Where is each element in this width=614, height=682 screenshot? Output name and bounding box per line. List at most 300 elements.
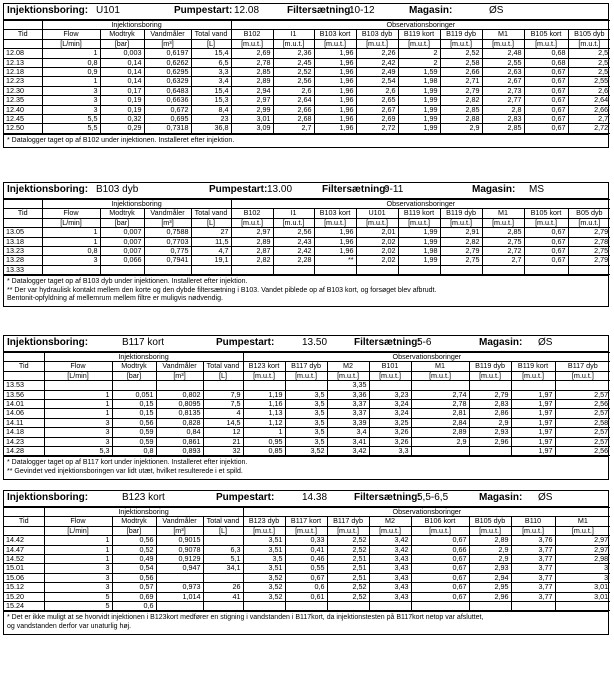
table-cell: 2,02 [356,256,398,265]
table-cell: 2,78 [231,58,273,67]
table-row [4,77,610,86]
obs-well-header: B106 kort [411,517,469,526]
obs-well-header: B117 kort [285,517,327,526]
table-cell: 12.30 [4,86,42,95]
table-cell: 2,52 [327,545,369,554]
table-cell: 3,41 [327,437,369,446]
obs-well-header: B105 kort [524,30,568,39]
obs-well-header: M1 [411,362,469,371]
flow-unit: [L/min] [44,526,112,535]
injektionsboring-label: Injektionsboring: [7,337,89,348]
table-cell: 1,97 [511,447,555,456]
table-cell: 2,7 [482,256,524,265]
table-cell: 2,82 [440,96,482,105]
table-cell: 0,6 [112,602,156,611]
table-cell: 3,52 [243,592,285,601]
table-cell: 1,97 [511,437,555,446]
table-row [4,418,610,427]
table-cell: 0,67 [524,86,568,95]
table-cell [398,265,440,274]
table-cell: 2,02 [356,247,398,256]
table-cell: 1 [44,555,112,564]
table-cell: 3,5 [243,555,285,564]
measurement-table [4,507,610,611]
table-cell [44,381,112,390]
table-cell: 2,9 [469,545,511,554]
table-cell: 0,67 [524,96,568,105]
table-cell: 2,9 [469,418,511,427]
obs-unit: [m.u.t.] [524,218,568,227]
table-cell: 0,67 [524,124,568,133]
table-cell: 2,01 [356,228,398,237]
flow-header: Flow [42,209,100,218]
table-cell: 14.52 [4,555,44,564]
table-row [4,381,610,390]
table-cell: 3,23 [369,390,411,399]
table-cell: 0,67 [524,105,568,114]
obs-well-header: B105 kort [524,209,568,218]
table-cell: 5 [44,602,112,611]
table-cell [191,265,231,274]
obs-well-header: B117 dyb [327,517,369,526]
table-cell: 0,8135 [156,409,203,418]
table-cell: 2,74 [411,390,469,399]
table-cell [203,381,243,390]
table-cell: 2,64 [273,96,314,105]
flow-unit: [L/min] [42,218,100,227]
injection-group-header: Injektionsboring [44,353,243,362]
injektionsboring-label: Injektionsboring: [7,184,89,195]
table-cell: 13.05 [4,228,42,237]
total-unit: [L] [203,371,243,380]
table-cell: 12.13 [4,58,42,67]
table-cell [369,602,411,611]
table-cell: 0,69 [112,592,156,601]
obs-unit: [m.u.t.] [369,371,411,380]
table-cell: 2,52 [327,592,369,601]
obs-unit: [m.u.t.] [285,371,327,380]
table-cell: 15.12 [4,583,44,592]
table-cell: 1,99 [398,256,440,265]
table-cell: 2,93 [469,428,511,437]
table-cell: 0,6197 [144,49,191,58]
observation-group-header: Observationsboringer [231,200,610,209]
obs-unit: [m.u.t.] [469,526,511,535]
table-cell: 1 [42,228,100,237]
table-cell: 13.18 [4,237,42,246]
table-cell: 0,67 [524,115,568,124]
table-cell: 1,97 [511,409,555,418]
table-cell: 2,5 [568,58,610,67]
table-cell: 2,57 [555,428,610,437]
table-cell [314,265,356,274]
obs-well-header: B102 [231,30,273,39]
obs-well-header: M1 [482,30,524,39]
table-row [4,536,610,545]
table-cell: 1,96 [314,68,356,77]
table-cell: 3,26 [369,428,411,437]
table-cell: 12.23 [4,77,42,86]
flow-unit: [L/min] [44,371,112,380]
obs-unit: [m.u.t.] [511,371,555,380]
magasin-value: ØS [538,492,553,503]
table-cell: 0,29 [100,124,144,133]
table-cell: 0,49 [112,555,156,564]
table-cell: 0,007 [100,247,144,256]
table-cell: 0,67 [524,247,568,256]
modtryk-unit: [bar] [100,218,144,227]
table-cell: 2,72 [568,124,610,133]
table-cell: 2,54 [356,77,398,86]
table-cell: 5,5 [42,115,100,124]
table-cell: 3,43 [369,555,411,564]
table-cell: 0,6262 [144,58,191,67]
table-cell: 3 [44,418,112,427]
modtryk-header: Modtryk [112,517,156,526]
table-cell: 1,96 [314,228,356,237]
table-cell: 0,67 [411,555,469,564]
table-cell: 2,6 [273,86,314,95]
table-cell: 0,59 [112,437,156,446]
table-cell: 0,6483 [144,86,191,95]
table-cell: 15,3 [191,96,231,105]
obs-unit: [m.u.t.] [440,218,482,227]
vandmaaler-header: Vandmåler [144,30,191,39]
table-cell: 3 [555,564,610,573]
table-cell: 1,99 [398,115,440,124]
table-cell: 2,45 [273,58,314,67]
obs-well-header: M2 [369,517,411,526]
table-cell: 2,83 [482,115,524,124]
table-cell: 1,59 [398,68,440,77]
table-cell: 1,19 [243,390,285,399]
table-row [4,555,610,564]
table-cell: 0,46 [285,555,327,564]
table-cell: 0,67 [524,237,568,246]
table-cell: 2,79 [568,228,610,237]
measurement-table [4,352,610,456]
injection-group-header: Injektionsboring [42,200,231,209]
table-cell: 13.33 [4,265,42,274]
table-cell: 0,41 [285,545,327,554]
table-cell: 0,861 [156,437,203,446]
table-cell: 3,5 [285,428,327,437]
observation-group-header: Observationsboringer [231,21,610,30]
table-cell: 14,5 [203,418,243,427]
table-cell [144,265,191,274]
obs-well-header: B102 [231,209,273,218]
injection-section-b117-kort [3,335,609,480]
section-header [4,491,608,507]
footnote: * Datalogger taget op af B117 kort under injektionen. Installeret efter injektion. [7,459,248,467]
table-cell: 11,5 [191,237,231,246]
filtersaetning-label: Filtersætning: [354,337,421,348]
table-cell: 0,6 [285,583,327,592]
table-cell: 3,77 [511,592,555,601]
table-cell: 0,8095 [156,400,203,409]
table-cell: 0,67 [411,592,469,601]
table-cell: 2,49 [356,68,398,77]
empty-header [4,508,44,517]
table-cell: 0,893 [156,447,203,456]
table-cell: 2,99 [231,105,273,114]
table-cell: 2,96 [469,437,511,446]
table-cell [243,602,285,611]
table-cell [440,265,482,274]
table-cell: 2,57 [555,409,610,418]
obs-unit: [m.u.t.] [356,39,398,48]
table-cell: 2,72 [482,247,524,256]
table-cell: 2,83 [469,400,511,409]
table-cell: 1,96 [314,115,356,124]
table-cell: 2,89 [231,77,273,86]
tid-unit [4,218,42,227]
table-cell: 21 [203,437,243,446]
table-cell: 1 [44,409,112,418]
table-cell: 2,52 [440,49,482,58]
table-cell [156,573,203,582]
table-cell [511,381,555,390]
table-cell: 3 [44,428,112,437]
table-cell: 0,33 [285,536,327,545]
empty-header [4,200,42,209]
table-cell: 2,97 [231,228,273,237]
table-cell: 2,89 [231,237,273,246]
table-cell: 2,56 [555,447,610,456]
table-cell: 2,28 [273,256,314,265]
table-cell [273,265,314,274]
table-row [4,86,610,95]
table-cell: 3,39 [327,418,369,427]
modtryk-header: Modtryk [112,362,156,371]
pumpestart-value: 13.00 [267,184,293,195]
table-cell [469,381,511,390]
table-cell: 26 [203,583,243,592]
table-cell: 5,5 [42,124,100,133]
table-cell: 0,67 [524,77,568,86]
footnotes [4,456,608,478]
table-cell: 15.20 [4,592,44,601]
magasin-label: Magasin: [409,5,453,16]
flow-header: Flow [44,362,112,371]
table-cell: 3,24 [369,409,411,418]
table-cell: 15,4 [191,49,231,58]
table-row [4,237,610,246]
table-cell: 1,96 [314,96,356,105]
table-cell: 3,5 [285,418,327,427]
table-cell: 2,57 [555,437,610,446]
vandmaaler-header: Vandmåler [156,517,203,526]
table-cell: 3 [42,256,100,265]
table-cell: 1,99 [398,228,440,237]
table-cell: 1,99 [398,96,440,105]
table-cell [411,381,469,390]
table-cell: 1,96 [314,247,356,256]
table-cell: 1,96 [314,49,356,58]
obs-well-header: B123 dyb [243,517,285,526]
footnote: ** Der var hydraulisk kontakt mellem den korte og den dybde filtersætning i B103. Vandet piblede op af B103 kort, og forsøget blev afbrudt. [7,286,437,294]
table-row [4,228,610,237]
obs-well-header: B117 dyb [555,362,610,371]
table-cell: 0,775 [144,247,191,256]
vandmaaler-unit: [m³] [144,218,191,227]
total-unit: [L] [191,218,231,227]
table-cell: 2,52 [273,68,314,77]
injektionsboring-value: B123 kort [122,492,165,503]
table-cell: 6,3 [203,545,243,554]
table-cell: 1 [243,428,285,437]
table-cell: 0,32 [100,115,144,124]
table-cell: 1,97 [511,390,555,399]
observation-group-header: Observationsboringer [243,508,610,517]
table-cell: 0,61 [285,592,327,601]
table-cell: 1 [42,237,100,246]
pumpestart-value: 14.38 [302,492,328,503]
injektionsboring-value: B103 dyb [96,184,139,195]
table-cell: 2,75 [482,237,524,246]
table-cell [42,265,100,274]
table-cell: 0,67 [411,536,469,545]
vandmaaler-unit: [m³] [144,39,191,48]
table-cell: 2,9 [411,437,469,446]
tid-unit [4,526,44,535]
obs-well-header: B105 dyb [568,30,610,39]
tid-unit [4,371,44,380]
table-cell: 2,51 [327,573,369,582]
table-cell: 0,56 [112,418,156,427]
table-cell: 3,01 [555,592,610,601]
table-cell: 3,36 [327,390,369,399]
table-row [4,124,610,133]
table-cell: 0,67 [524,228,568,237]
obs-well-header: B105 dyb [469,517,511,526]
measurement-table [4,199,610,275]
tid-unit [4,39,42,48]
table-row [4,49,610,58]
table-cell: 0,051 [112,390,156,399]
empty-header [4,353,44,362]
footnotes [4,275,608,306]
injection-section-b103-dyb [3,182,609,307]
table-cell: 0,67 [411,583,469,592]
table-cell: 3,52 [285,447,327,456]
filtersaetning-value: 9-11 [384,184,404,195]
table-cell: 0,59 [112,428,156,437]
table-cell: 2,95 [469,583,511,592]
table-cell: 1 [42,77,100,86]
pumpestart-label: Pumpestart: [209,184,268,195]
table-cell: 2 [398,49,440,58]
table-cell: 2,81 [411,409,469,418]
table-cell: 1,16 [243,400,285,409]
table-cell [112,381,156,390]
magasin-label: Magasin: [479,337,523,348]
table-cell: 2,79 [440,86,482,95]
table-cell: 2,8 [482,105,524,114]
filtersaetning-value: 10-12 [349,5,375,16]
table-cell: 0,54 [112,564,156,573]
table-cell: 6,5 [191,58,231,67]
footnotes [4,134,608,148]
table-cell: 2,9 [469,555,511,564]
table-cell [356,265,398,274]
magasin-label: Magasin: [472,184,516,195]
table-row [4,437,610,446]
table-row [4,583,610,592]
table-cell: 2,58 [440,58,482,67]
obs-well-header: B103 kort [314,30,356,39]
table-row [4,447,610,456]
table-cell: 2,84 [411,418,469,427]
table-cell: 0,9015 [156,536,203,545]
table-row [4,564,610,573]
obs-unit: [m.u.t.] [398,218,440,227]
vandmaaler-header: Vandmåler [156,362,203,371]
table-cell [203,573,243,582]
table-cell: 0,56 [112,536,156,545]
table-cell: 3,52 [243,583,285,592]
table-cell: 3,5 [285,390,327,399]
table-row [4,592,610,601]
table-cell: 2,52 [327,583,369,592]
flow-unit: [L/min] [42,39,100,48]
filtersaetning-label: Filtersætning: [354,492,421,503]
table-cell: 1,96 [314,124,356,133]
table-cell: 2,96 [469,592,511,601]
table-cell: 2,98 [555,555,610,564]
table-cell: 0,95 [243,437,285,446]
vandmaaler-unit: [m³] [156,526,203,535]
table-cell: 3,43 [369,592,411,601]
table-cell: 2,5 [568,49,610,58]
table-cell: 0,6636 [144,96,191,105]
table-row [4,602,610,611]
table-cell: 7,5 [203,400,243,409]
obs-well-header: B119 kort [398,30,440,39]
filtersaetning-label: Filtersætning: [322,184,389,195]
table-cell: 0,15 [112,409,156,418]
table-cell [411,447,469,456]
table-cell: 3 [44,573,112,582]
table-cell: 3,43 [369,564,411,573]
footnote: Bentonit-opfyldning af mellemrum mellem filtre er muligvis nødvendig. [7,295,223,303]
table-cell: 2,97 [555,545,610,554]
table-cell: 8,4 [191,105,231,114]
measurement-table [4,20,610,134]
tid-header: Tid [4,362,44,371]
table-cell: 2,79 [469,390,511,399]
table-cell: 3,42 [369,545,411,554]
table-cell: 3,5 [285,409,327,418]
table-cell: 1,99 [398,86,440,95]
total-vand-header: Total vand [203,362,243,371]
modtryk-unit: [bar] [112,526,156,535]
table-cell: 1,97 [511,418,555,427]
table-cell: 0,8 [42,247,100,256]
table-cell: 5 [44,592,112,601]
table-cell: 0,9 [42,68,100,77]
table-cell: 0,19 [100,96,144,105]
table-cell: 2,89 [469,536,511,545]
table-cell: 0,55 [285,564,327,573]
table-cell: 3,37 [327,400,369,409]
table-cell: 2,02 [356,237,398,246]
table-cell: 3,42 [327,447,369,456]
obs-unit: [m.u.t.] [356,218,398,227]
table-cell: 1 [44,390,112,399]
pumpestart-label: Pumpestart: [216,492,275,503]
table-cell: 2,87 [231,247,273,256]
